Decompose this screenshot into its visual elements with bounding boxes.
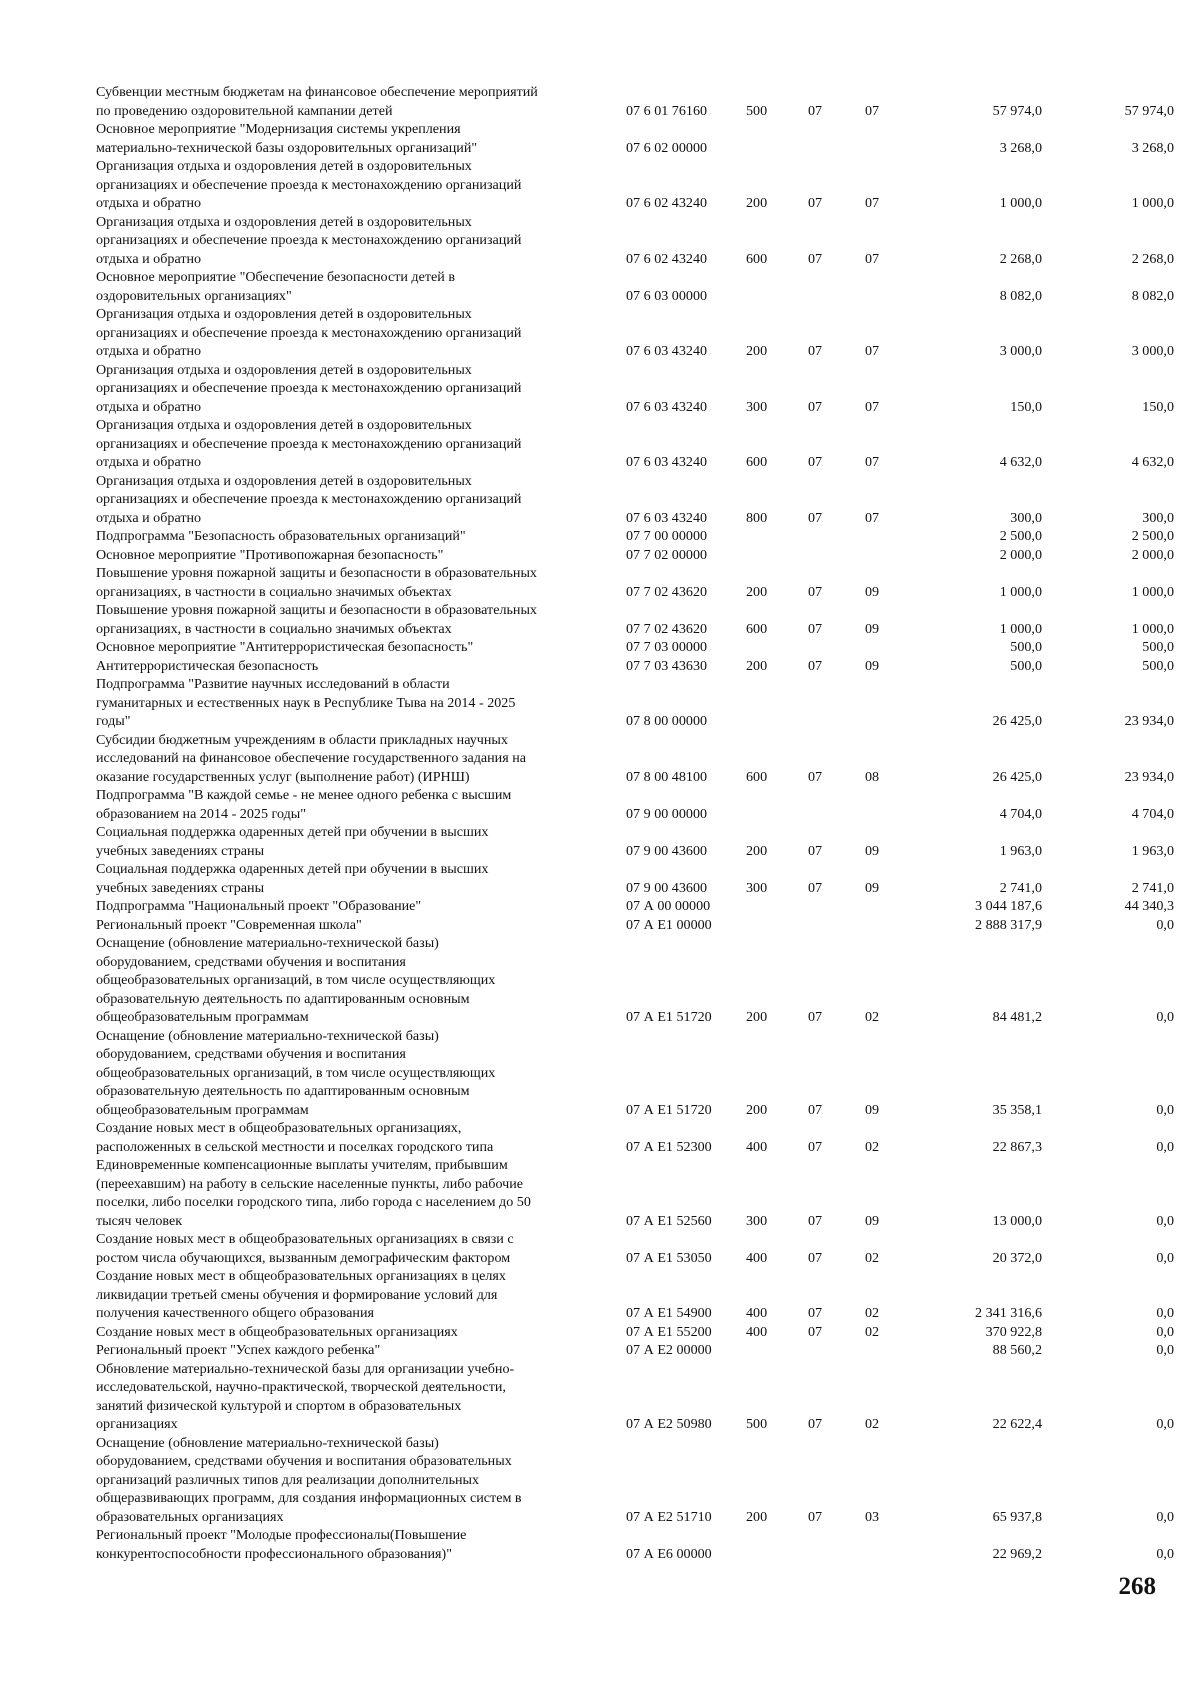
- table-row: [96, 638, 1176, 657]
- row-code: 07 6 02 43240: [626, 195, 708, 211]
- table-row: [96, 1156, 1176, 1230]
- row-amount-year-1: 2 000,0: [999, 546, 1042, 563]
- row-code: 07 7 02 43620: [626, 620, 708, 637]
- row-section: 07: [808, 879, 823, 896]
- row-expense-type: 300: [746, 1212, 768, 1229]
- row-name: Организация отдыха и оздоровления детей в оздоровительных организациях и обеспечение проезда к местонахождению организаций отдыха и обратно: [96, 472, 522, 526]
- row-subsection: 07: [865, 195, 880, 211]
- row-amount-year-2: 150,0: [1142, 398, 1174, 415]
- row-section: 07: [808, 509, 823, 526]
- table-row: [96, 657, 1176, 676]
- row-amount-year-2: 500,0: [1142, 657, 1174, 674]
- row-amount-year-2: 0,0: [1156, 1305, 1174, 1321]
- row-amount-year-1: 88 560,2: [992, 1342, 1042, 1358]
- row-section: 07: [808, 1212, 823, 1229]
- row-name: Организация отдыха и оздоровления детей в оздоровительных организациях и обеспечение проезда к местонахождению организаций отдыха и обратно: [96, 306, 522, 359]
- row-expense-type: 200: [746, 1009, 768, 1025]
- row-amount-year-1: 1 963,0: [999, 842, 1042, 859]
- table-row: [96, 416, 1176, 472]
- row-name: Оснащение (обновление материально-технической базы) оборудованием, средствами обучения и воспитания образовательных организаций различных типов для реализации дополнительных общеразвивающих программ, для создания информационных систем в образовательных организациях: [96, 1434, 522, 1525]
- table-row: [96, 1230, 1176, 1267]
- row-amount-year-1: 2 268,0: [999, 250, 1042, 267]
- table-row: [96, 823, 1176, 860]
- row-code: 07 9 00 43600: [626, 879, 708, 896]
- row-section: 07: [808, 1305, 823, 1321]
- row-amount-year-2: 0,0: [1156, 1212, 1174, 1229]
- row-section: 07: [808, 1323, 823, 1340]
- row-code: 07 А Е6 00000: [626, 1545, 712, 1562]
- row-subsection: 07: [865, 509, 880, 526]
- table-row: [96, 1341, 1176, 1360]
- row-name: Создание новых мест в общеобразовательных организациях в целях ликвидации третьей смены обучения и формирование условий для получения качественного общего образования: [96, 1268, 506, 1321]
- row-amount-year-2: 2 500,0: [1131, 528, 1174, 544]
- table-row: [96, 361, 1176, 417]
- row-amount-year-1: 500,0: [1010, 639, 1042, 655]
- row-amount-year-1: 370 922,8: [985, 1323, 1042, 1340]
- row-amount-year-1: 300,0: [1010, 509, 1042, 526]
- row-section: 07: [808, 102, 823, 119]
- row-amount-year-1: 22 867,3: [992, 1138, 1042, 1155]
- row-amount-year-1: 1 000,0: [999, 620, 1042, 637]
- row-subsection: 09: [865, 1101, 880, 1118]
- row-section: 07: [808, 454, 823, 470]
- row-amount-year-1: 57 974,0: [992, 102, 1042, 119]
- row-name: Создание новых мест в общеобразовательных организациях: [96, 1323, 458, 1340]
- row-amount-year-2: 3 268,0: [1131, 139, 1174, 156]
- table-row: [96, 157, 1176, 213]
- row-section: 07: [808, 343, 823, 359]
- row-subsection: 07: [865, 454, 880, 470]
- row-code: 07 6 03 43240: [626, 454, 708, 470]
- row-code: 07 9 00 00000: [626, 805, 708, 822]
- row-subsection: 03: [865, 1508, 880, 1525]
- row-subsection: 07: [865, 343, 880, 359]
- row-name: Организация отдыха и оздоровления детей в оздоровительных организациях и обеспечение проезда к местонахождению организаций отдыха и обратно: [96, 417, 522, 470]
- row-code: 07 А Е1 52300: [626, 1138, 712, 1155]
- row-amount-year-1: 4 704,0: [999, 805, 1042, 822]
- row-amount-year-1: 20 372,0: [992, 1249, 1042, 1266]
- row-expense-type: 200: [746, 195, 768, 211]
- table-row: [96, 213, 1176, 269]
- row-name: Создание новых мест в общеобразовательных организациях, расположенных в сельской местности и поселках городского типа: [96, 1120, 494, 1155]
- row-amount-year-2: 4 632,0: [1131, 454, 1174, 470]
- row-name: Подпрограмма "Национальный проект "Образование": [96, 898, 422, 914]
- row-code: 07 7 03 00000: [626, 639, 708, 655]
- row-name: Повышение уровня пожарной защиты и безопасности в образовательных организациях, в частности в социально значимых объектах: [96, 602, 537, 637]
- row-amount-year-1: 26 425,0: [992, 713, 1042, 729]
- row-name: Основное мероприятие "Антитеррористическая безопасность": [96, 639, 474, 655]
- row-code: 07 А Е1 52560: [626, 1212, 712, 1229]
- table-row: [96, 860, 1176, 897]
- row-name: Подпрограмма "Развитие научных исследований в области гуманитарных и естественных наук в Республике Тыва на 2014 - 2025 годы": [96, 676, 516, 729]
- row-code: 07 А Е2 51710: [626, 1508, 712, 1525]
- row-name: Антитеррористическая безопасность: [96, 657, 319, 674]
- table-row: [96, 120, 1176, 157]
- row-section: 07: [808, 1101, 823, 1118]
- row-subsection: 07: [865, 102, 880, 119]
- table-row: [96, 1323, 1176, 1342]
- row-subsection: 07: [865, 398, 880, 415]
- row-subsection: 02: [865, 1416, 880, 1432]
- table-row: [96, 897, 1176, 916]
- table-row: [96, 1027, 1176, 1120]
- row-amount-year-1: 1 000,0: [999, 583, 1042, 600]
- row-amount-year-1: 2 341 316,6: [975, 1305, 1042, 1321]
- row-subsection: 02: [865, 1305, 880, 1321]
- row-expense-type: 400: [746, 1138, 768, 1155]
- row-amount-year-2: 4 704,0: [1131, 805, 1174, 822]
- table-row: [96, 472, 1176, 528]
- row-amount-year-2: 500,0: [1142, 639, 1174, 655]
- row-amount-year-2: 0,0: [1156, 1249, 1174, 1266]
- row-amount-year-1: 4 632,0: [999, 454, 1042, 470]
- row-amount-year-2: 1 000,0: [1131, 195, 1174, 211]
- row-amount-year-2: 0,0: [1156, 1545, 1174, 1562]
- row-subsection: 09: [865, 620, 880, 637]
- row-subsection: 08: [865, 768, 880, 785]
- row-code: 07 6 01 76160: [626, 102, 708, 119]
- table-row: [96, 1267, 1176, 1323]
- row-section: 07: [808, 1138, 823, 1155]
- row-code: 07 А Е2 00000: [626, 1342, 712, 1358]
- row-subsection: 09: [865, 1212, 880, 1229]
- table-row: [96, 83, 1176, 120]
- row-code: 07 А Е1 51720: [626, 1101, 712, 1118]
- row-amount-year-2: 2 268,0: [1131, 250, 1174, 267]
- row-name: Организация отдыха и оздоровления детей в оздоровительных организациях и обеспечение проезда к местонахождению организаций отдыха и обратно: [96, 361, 522, 415]
- row-name: Социальная поддержка одаренных детей при обучении в высших учебных заведениях страны: [96, 824, 489, 859]
- row-name: Субсидии бюджетным учреждениям в области прикладных научных исследований на финансовое обеспечение государственного задания на оказание государственных услуг (выполнение работ) (ИРНШ): [96, 731, 527, 785]
- row-section: 07: [808, 768, 823, 785]
- row-expense-type: 600: [746, 250, 768, 267]
- row-code: 07 6 03 43240: [626, 343, 708, 359]
- row-section: 07: [808, 398, 823, 415]
- row-code: 07 А 00 00000: [626, 898, 711, 914]
- row-expense-type: 200: [746, 1101, 768, 1118]
- row-subsection: 09: [865, 583, 880, 600]
- row-code: 07 7 00 00000: [626, 528, 708, 544]
- row-amount-year-1: 13 000,0: [992, 1212, 1042, 1229]
- row-amount-year-2: 0,0: [1156, 1101, 1174, 1118]
- row-code: 07 8 00 00000: [626, 713, 708, 729]
- row-subsection: 07: [865, 250, 880, 267]
- row-code: 07 А Е1 53050: [626, 1249, 712, 1266]
- row-subsection: 09: [865, 879, 880, 896]
- row-amount-year-2: 1 000,0: [1131, 583, 1174, 600]
- row-subsection: 02: [865, 1323, 880, 1340]
- table-row: [96, 916, 1176, 935]
- row-amount-year-1: 35 358,1: [992, 1101, 1042, 1118]
- row-amount-year-1: 22 969,2: [992, 1545, 1042, 1562]
- table-row: [96, 1360, 1176, 1434]
- row-expense-type: 500: [746, 102, 768, 119]
- row-subsection: 02: [865, 1138, 880, 1155]
- row-name: Подпрограмма "В каждой семье - не менее одного ребенка с высшим образованием на 2014 - 2025 годы": [96, 787, 512, 822]
- row-code: 07 А Е1 00000: [626, 916, 712, 933]
- row-code: 07 6 02 00000: [626, 139, 708, 156]
- row-name: Основное мероприятие "Обеспечение безопасности детей в оздоровительных организациях": [96, 269, 455, 304]
- row-amount-year-2: 2 000,0: [1131, 546, 1174, 563]
- row-code: 07 7 02 00000: [626, 546, 708, 563]
- row-amount-year-1: 3 268,0: [999, 139, 1042, 156]
- row-amount-year-2: 1 963,0: [1131, 842, 1174, 859]
- row-name: Подпрограмма "Безопасность образовательных организаций": [96, 528, 466, 544]
- row-name: Единовременные компенсационные выплаты учителям, прибывшим (переехавшим) на работу в сельские населенные пункты, либо рабочие поселки, либо поселки городского типа, либо города с населением до 50 тысяч человек: [96, 1157, 531, 1229]
- row-amount-year-1: 2 741,0: [999, 879, 1042, 896]
- row-name: Региональный проект "Современная школа": [96, 916, 362, 933]
- row-expense-type: 500: [746, 1416, 768, 1432]
- row-expense-type: 200: [746, 842, 768, 859]
- row-section: 07: [808, 1249, 823, 1266]
- row-section: 07: [808, 195, 823, 211]
- row-code: 07 6 02 43240: [626, 250, 708, 267]
- table-row: [96, 305, 1176, 361]
- row-amount-year-1: 65 937,8: [992, 1508, 1042, 1525]
- row-amount-year-1: 1 000,0: [999, 195, 1042, 211]
- row-subsection: 02: [865, 1009, 880, 1025]
- row-expense-type: 600: [746, 768, 768, 785]
- row-amount-year-2: 8 082,0: [1131, 287, 1174, 304]
- row-amount-year-2: 0,0: [1156, 1138, 1174, 1155]
- row-expense-type: 200: [746, 343, 768, 359]
- row-amount-year-1: 22 622,4: [992, 1416, 1042, 1432]
- table-row: [96, 1526, 1176, 1563]
- table-row: [96, 675, 1176, 731]
- row-expense-type: 600: [746, 620, 768, 637]
- table-row: [96, 601, 1176, 638]
- row-amount-year-2: 0,0: [1156, 1508, 1174, 1525]
- row-expense-type: 200: [746, 583, 768, 600]
- table-row: [96, 527, 1176, 546]
- row-subsection: 09: [865, 842, 880, 859]
- row-name: Организация отдыха и оздоровления детей в оздоровительных организациях и обеспечение проезда к местонахождению организаций отдыха и обратно: [96, 213, 522, 267]
- row-expense-type: 800: [746, 509, 768, 526]
- row-section: 07: [808, 583, 823, 600]
- row-amount-year-2: 23 934,0: [1124, 768, 1174, 785]
- table-row: [96, 731, 1176, 787]
- row-code: 07 6 03 43240: [626, 509, 708, 526]
- row-expense-type: 400: [746, 1249, 768, 1266]
- row-amount-year-1: 500,0: [1010, 657, 1042, 674]
- row-amount-year-2: 0,0: [1156, 1009, 1174, 1025]
- row-section: 07: [808, 620, 823, 637]
- page-number: 268: [1118, 1573, 1156, 1600]
- row-subsection: 02: [865, 1249, 880, 1266]
- row-amount-year-1: 3 044 187,6: [975, 898, 1042, 914]
- row-section: 07: [808, 657, 823, 674]
- row-name: Создание новых мест в общеобразовательных организациях в связи с ростом числа обучающихся, вызванным демографическим фактором: [96, 1231, 514, 1266]
- row-code: 07 7 02 43620: [626, 583, 708, 600]
- table-row: [96, 268, 1176, 305]
- row-code: 07 6 03 43240: [626, 398, 708, 415]
- row-amount-year-1: 8 082,0: [999, 287, 1042, 304]
- row-code: 07 А Е1 51720: [626, 1009, 712, 1025]
- row-amount-year-1: 3 000,0: [999, 343, 1042, 359]
- row-name: Региональный проект "Молодые профессионалы(Повышение конкурентоспособности профессионального образования)": [96, 1527, 467, 1562]
- row-expense-type: 200: [746, 657, 768, 674]
- row-amount-year-2: 0,0: [1156, 916, 1174, 933]
- row-name: Региональный проект "Успех каждого ребенка": [96, 1342, 381, 1358]
- row-amount-year-1: 2 888 317,9: [975, 916, 1042, 933]
- row-amount-year-1: 2 500,0: [999, 528, 1042, 544]
- row-amount-year-2: 0,0: [1156, 1416, 1174, 1432]
- row-expense-type: 300: [746, 398, 768, 415]
- row-amount-year-1: 26 425,0: [992, 768, 1042, 785]
- row-expense-type: 200: [746, 1508, 768, 1525]
- row-amount-year-2: 2 741,0: [1131, 879, 1174, 896]
- row-expense-type: 400: [746, 1323, 768, 1340]
- row-name: Повышение уровня пожарной защиты и безопасности в образовательных организациях, в частности в социально значимых объектах: [96, 565, 537, 600]
- row-name: Основное мероприятие "Модернизация системы укрепления материально-технической базы оздоровительных организаций": [96, 121, 478, 156]
- row-code: 07 А Е2 50980: [626, 1416, 712, 1432]
- row-code: 07 6 03 00000: [626, 287, 708, 304]
- row-section: 07: [808, 842, 823, 859]
- row-subsection: 09: [865, 657, 880, 674]
- row-name: Оснащение (обновление материально-технической базы) оборудованием, средствами обучения и воспитания общеобразовательных организаций, в том числе осуществляющих образовательную деятельность по адаптированным основным общеобразовательным программам: [96, 1027, 496, 1118]
- row-expense-type: 300: [746, 879, 768, 896]
- table-row: [96, 1119, 1176, 1156]
- row-amount-year-2: 44 340,3: [1124, 898, 1174, 914]
- row-name: Основное мероприятие "Противопожарная безопасность": [96, 546, 444, 563]
- row-amount-year-1: 84 481,2: [992, 1009, 1042, 1025]
- row-amount-year-2: 1 000,0: [1131, 620, 1174, 637]
- row-code: 07 7 03 43630: [626, 657, 708, 674]
- budget-table: [96, 83, 1176, 1563]
- row-expense-type: 600: [746, 454, 768, 470]
- row-code: 07 9 00 43600: [626, 842, 708, 859]
- row-section: 07: [808, 1508, 823, 1525]
- row-amount-year-1: 150,0: [1010, 398, 1042, 415]
- row-amount-year-2: 57 974,0: [1124, 102, 1174, 119]
- row-amount-year-2: 3 000,0: [1131, 343, 1174, 359]
- row-amount-year-2: 0,0: [1156, 1323, 1174, 1340]
- row-amount-year-2: 0,0: [1156, 1342, 1174, 1358]
- row-code: 07 8 00 48100: [626, 768, 708, 785]
- row-section: 07: [808, 1009, 823, 1025]
- table-row: [96, 546, 1176, 565]
- row-name: Социальная поддержка одаренных детей при обучении в высших учебных заведениях страны: [96, 861, 489, 896]
- table-row: [96, 786, 1176, 823]
- row-section: 07: [808, 250, 823, 267]
- table-row: [96, 934, 1176, 1027]
- row-amount-year-2: 23 934,0: [1124, 713, 1174, 729]
- table-row: [96, 564, 1176, 601]
- row-amount-year-2: 300,0: [1142, 509, 1174, 526]
- row-code: 07 А Е1 55200: [626, 1323, 712, 1340]
- row-expense-type: 400: [746, 1305, 768, 1321]
- row-name: Организация отдыха и оздоровления детей в оздоровительных организациях и обеспечение проезда к местонахождению организаций отдыха и обратно: [96, 158, 522, 211]
- row-name: Обновление материально-технической базы для организации учебно- исследовательской, научно-практической, творческой деятельности, занятий физической культурой и спортом в образовательных организациях: [96, 1360, 515, 1432]
- row-section: 07: [808, 1416, 823, 1432]
- row-code: 07 А Е1 54900: [626, 1305, 712, 1321]
- row-name: Субвенции местным бюджетам на финансовое обеспечение мероприятий по проведению оздоровительной кампании детей: [96, 84, 538, 119]
- table-row: [96, 1434, 1176, 1527]
- row-name: Оснащение (обновление материально-технической базы) оборудованием, средствами обучения и воспитания общеобразовательных организаций, в том числе осуществляющих образовательную деятельность по адаптированным основным общеобразовательным программам: [96, 935, 496, 1025]
